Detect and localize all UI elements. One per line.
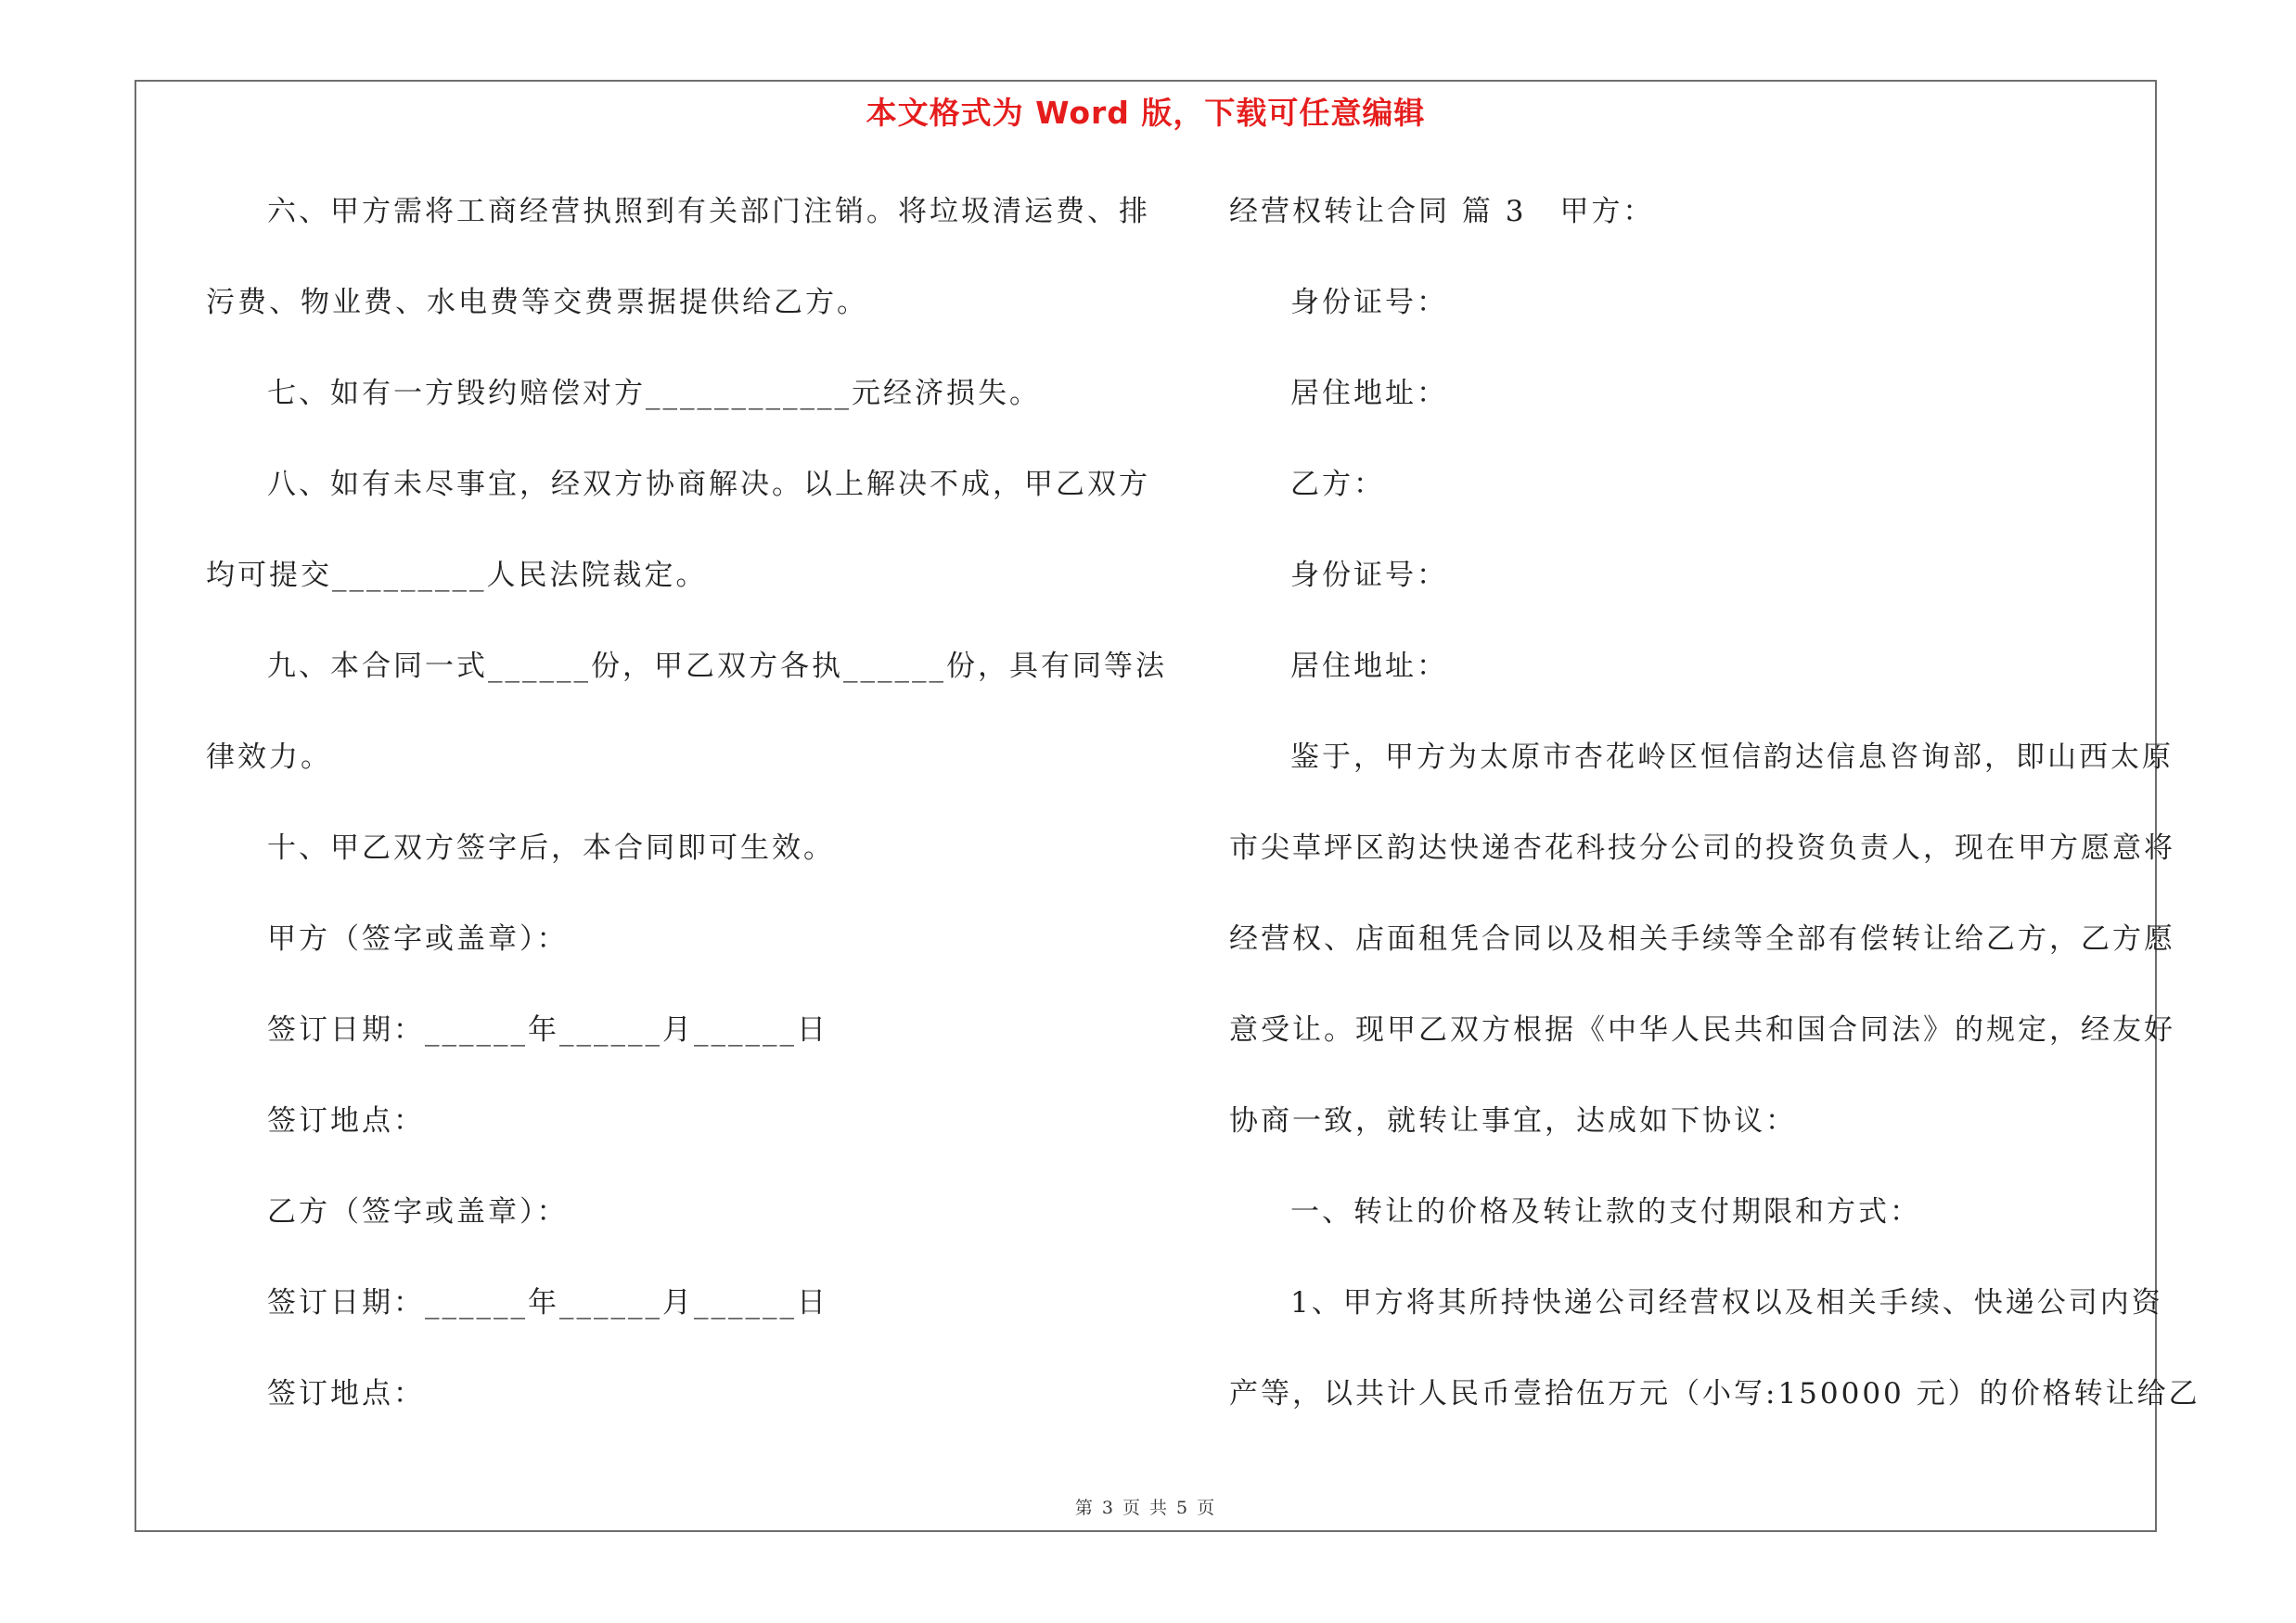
right-line-3: 乙方： — [1290, 468, 1385, 501]
left-line-2: 污费、物业费、水电费等交费票据提供给乙方。 — [206, 286, 868, 319]
left-column — [206, 182, 1167, 1455]
contract-heading: 经营权转让合同 篇 3 — [1229, 195, 1527, 228]
left-line-1: 六、甲方需将工商经营执照到有关部门注销。将垃圾清运费、排 — [267, 195, 1150, 228]
left-line-5: 均可提交_________人民法院裁定。 — [206, 559, 708, 592]
right-line-7: 市尖草坪区韵达快递杏花科技分公司的投资负责人，现在甲方愿意将 — [1229, 831, 2175, 865]
right-line-13: 产等，以共计人民币壹拾伍万元（小写:150000 元）的价格转让给乙 — [1229, 1377, 2200, 1410]
right-line-4: 身份证号： — [1290, 559, 1448, 592]
right-line-11: 一、转让的价格及转让款的支付期限和方式： — [1290, 1195, 1921, 1229]
party-a-label: 甲方： — [1559, 195, 1655, 228]
left-line-10: 签订日期：______年______月______日 — [267, 1013, 828, 1047]
left-line-9: 甲方（签字或盖章）： — [267, 922, 569, 956]
page-number: 第 3 页 共 5 页 — [1074, 1498, 1217, 1518]
left-line-11: 签订地点： — [267, 1104, 425, 1138]
left-line-3: 七、如有一方毁约赔偿对方____________元经济损失。 — [267, 377, 1041, 410]
word-format-banner: 本文格式为 Word 版，下载可任意编辑 — [866, 95, 1426, 131]
right-line-10: 协商一致，就转让事宜，达成如下协议： — [1229, 1104, 1797, 1138]
left-line-14: 签订地点： — [267, 1377, 425, 1410]
left-line-7: 律效力。 — [206, 741, 332, 774]
left-line-4: 八、如有未尽事宜，经双方协商解决。以上解决不成，甲乙双方 — [267, 468, 1150, 501]
right-line-8: 经营权、店面租凭合同以及相关手续等全部有偿转让给乙方，乙方愿 — [1229, 922, 2175, 956]
right-line-12: 1、甲方将其所持快递公司经营权以及相关手续、快递公司内资 — [1290, 1286, 2163, 1320]
left-line-12: 乙方（签字或盖章）： — [267, 1195, 569, 1229]
left-line-13: 签订日期：______年______月______日 — [267, 1286, 828, 1320]
right-line-2: 居住地址： — [1290, 377, 1448, 410]
right-line-6: 鉴于，甲方为太原市杏花岭区恒信韵达信息咨询部，即山西太原 — [1290, 741, 2174, 774]
right-line-5: 居住地址： — [1290, 650, 1448, 683]
right-line-1: 身份证号： — [1290, 286, 1448, 319]
left-line-6: 九、本合同一式______份，甲乙双方各执______份，具有同等法 — [267, 650, 1167, 683]
right-column — [1229, 182, 2200, 1455]
right-line-9: 意受让。现甲乙双方根据《中华人民共和国合同法》的规定，经友好 — [1229, 1013, 2175, 1047]
left-line-8: 十、甲乙双方签字后，本合同即可生效。 — [267, 831, 835, 865]
contract-heading-line — [1229, 182, 2157, 273]
